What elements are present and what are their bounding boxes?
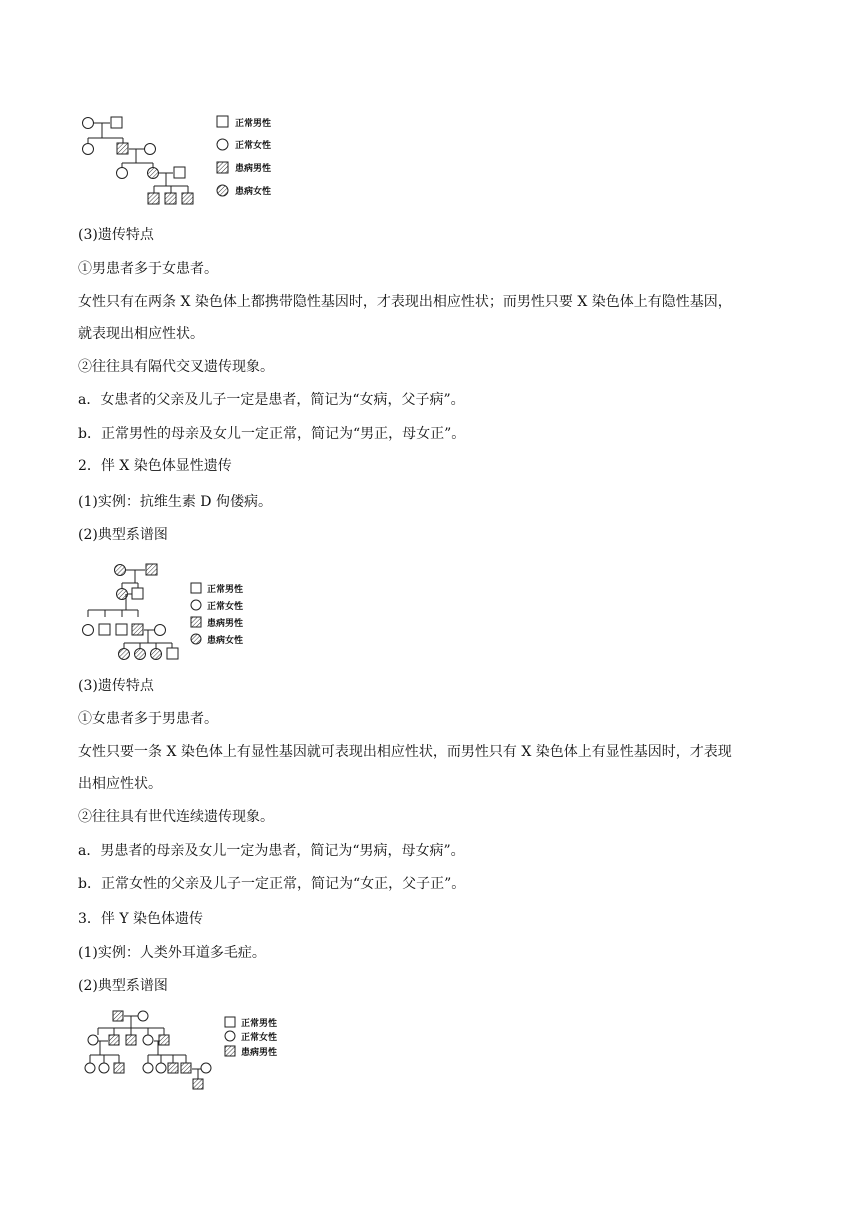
ped3-gen3-affected-male-2 [168,1063,178,1073]
ped1-gen1-female [83,118,94,129]
recessive-explain: 女性只有在两条 X 染色体上都携带隐性基因时，才表现出相应性状；而男性只要 X 染色体上有隐性基因， [78,294,732,310]
ped2-gen4-affected-female-2 [135,649,146,660]
legend-normal-male-icon [217,116,228,127]
ped2-gen4-affected-female-1 [119,649,130,660]
ped1-gen2-spouse-female [145,144,156,155]
recessive-rule-a: a．女患者的父亲及儿子一定是患者，简记为“女病，父子病”。 [78,392,465,408]
dominant-rule-a: a．男患者的母亲及女儿一定为患者，简记为“男病，母女病”。 [78,843,465,859]
ped3-gen3-female-2 [99,1063,109,1073]
ylinked-diagram-label: (2)典型系谱图 [78,978,168,994]
legend2-normal-female-icon [191,600,201,610]
dominant-explain-cont: 出相应性状。 [78,776,162,792]
dominant-example: (1)实例：抗维生素 D 佝偻病。 [78,494,272,510]
ped1-gen4-affected-male-3 [182,193,193,204]
ped3-gen3-affected-male-1 [114,1063,124,1073]
ped3-gen2-affected-male-3 [159,1035,169,1045]
dominant-title: 2．伴 X 染色体显性遗传 [78,458,232,474]
ped1-gen3-carrier-female [148,168,159,179]
legend3-normal-female: 正常女性 [241,1033,278,1043]
legend3-normal-male: 正常男性 [241,1019,278,1029]
ped1-gen4-affected-male-1 [148,193,159,204]
ped3-gen2-spouse-female [88,1035,98,1045]
dominant-diagram-label: (2)典型系谱图 [78,527,168,543]
legend-normal-female-icon [217,139,228,150]
ped3-gen3-female-4 [156,1063,166,1073]
legend2-affected-female: 患病女性 [207,636,244,646]
ped2-gen2-male [132,588,143,599]
ped1-gen3-male [174,167,185,178]
recessive-point2: ②往往具有隔代交叉遗传现象。 [78,359,274,375]
ped2-gen2-affected-female [117,589,128,600]
legend2-affected-male: 患病男性 [207,619,244,629]
legend3-normal-female-icon [225,1031,235,1041]
recessive-explain-cont: 就表现出相应性状。 [78,326,204,342]
ped1-gen4-affected-male-2 [165,193,176,204]
ped2-gen3-affected-male [132,624,143,635]
dominant-rule-b: b．正常女性的父亲及儿子一定正常，简记为“女正，父子正”。 [78,876,466,892]
ped1-gen2-female [83,144,94,155]
recessive-point1: ①男患者多于女患者。 [78,261,218,277]
dominant-explain: 女性只要一条 X 染色体上有显性基因就可表现出相应性状，而男性只有 X 染色体上有显性基因时，才表现 [78,744,732,760]
legend-affected-female: 患病女性 [235,187,272,197]
ylinked-title: 3．伴 Y 染色体遗传 [78,911,204,927]
ped2-gen4-affected-female-3 [151,649,162,660]
recessive-rule-b: b．正常男性的母亲及女儿一定正常，简记为“男正，母女正”。 [78,426,466,442]
legend2-affected-female-icon [191,634,201,644]
legend-affected-male-icon [217,162,228,173]
legend-affected-male: 患病男性 [235,164,272,174]
ped3-gen4-affected-male [193,1079,203,1089]
legend2-normal-female: 正常女性 [207,602,244,612]
ped1-gen1-male [111,117,122,128]
ped2-gen3-spouse-female [155,625,166,636]
legend3-affected-male: 患病男性 [241,1048,278,1058]
ped2-gen1-affected-female [115,565,126,576]
ylinked-example: (1)实例：人类外耳道多毛症。 [78,945,266,961]
ped3-gen3-female-3 [143,1063,153,1073]
dominant-point1: ①女患者多于男患者。 [78,711,218,727]
pedigree-x-dominant [78,558,258,664]
ped2-gen1-affected-male [146,564,157,575]
legend2-normal-male: 正常男性 [207,585,244,595]
legend-normal-male: 正常男性 [235,119,272,129]
ped2-gen4-male [167,648,178,659]
dominant-point2: ②往往具有世代连续遗传现象。 [78,809,274,825]
ped1-gen2-affected-male [117,143,128,154]
dominant-heading: (3)遗传特点 [78,678,154,694]
legend-affected-female-icon [217,185,228,196]
legend2-affected-male-icon [191,617,201,627]
pedigree-x-recessive [78,112,288,212]
ped3-gen2-female [143,1035,153,1045]
legend3-normal-male-icon [225,1017,235,1027]
ped3-gen3-spouse-female [201,1063,211,1073]
recessive-heading: (3)遗传特点 [78,227,154,243]
ped3-gen1-affected-male [113,1011,123,1021]
ped1-gen3-female [117,168,128,179]
ped3-gen2-affected-male-2 [126,1035,136,1045]
ped2-gen3-female [83,625,94,636]
ped3-gen3-female-1 [85,1063,95,1073]
ped2-gen3-male-1 [99,624,110,635]
ped3-gen3-affected-male-3 [181,1063,191,1073]
ped3-gen1-female [138,1011,148,1021]
pedigree-y-linked [78,1008,298,1094]
legend-normal-female: 正常女性 [235,141,272,151]
legend3-affected-male-icon [225,1046,235,1056]
ped3-gen2-affected-male-1 [109,1035,119,1045]
legend2-normal-male-icon [191,583,201,593]
ped2-gen3-male-2 [116,624,127,635]
